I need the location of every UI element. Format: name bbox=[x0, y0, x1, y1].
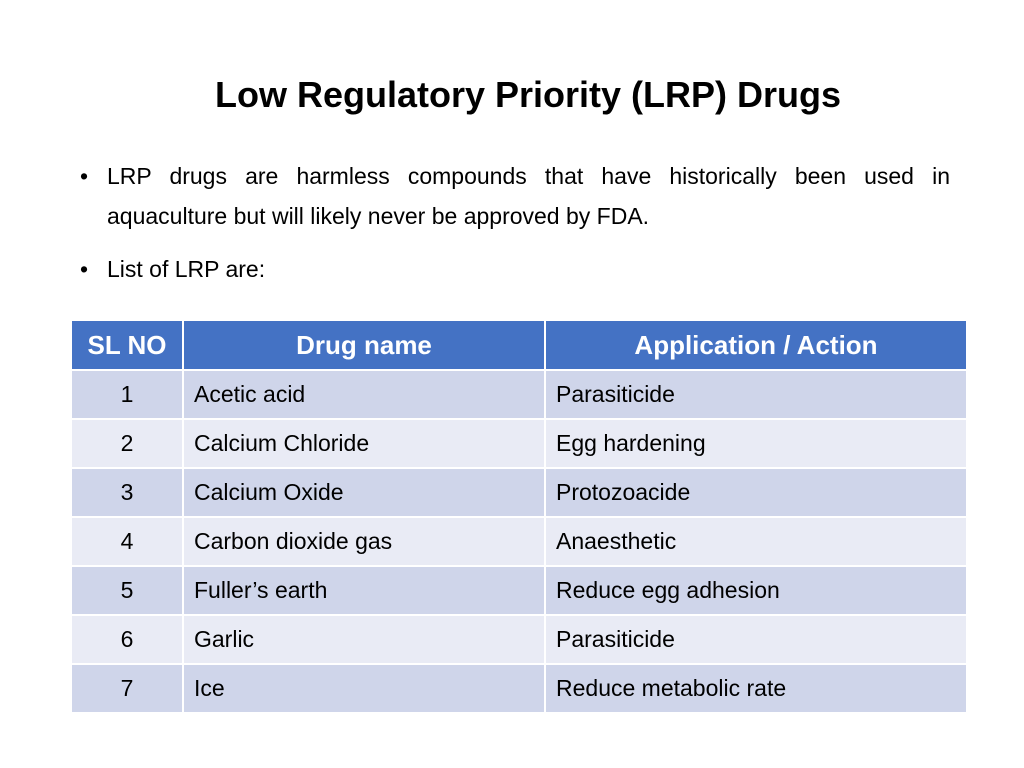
table-row bbox=[71, 370, 967, 419]
table-row bbox=[71, 566, 967, 615]
bullet-item-list-intro bbox=[80, 249, 950, 289]
cell-application: Reduce egg adhesion bbox=[545, 566, 967, 615]
table-row bbox=[71, 517, 967, 566]
lrp-drug-table bbox=[70, 319, 968, 714]
cell-drug-name: Ice bbox=[183, 664, 545, 713]
table-row bbox=[71, 468, 967, 517]
header-drug-name: Drug name bbox=[183, 320, 545, 370]
cell-drug-name: Acetic acid bbox=[183, 370, 545, 419]
cell-sl-no: 3 bbox=[71, 468, 183, 517]
table-header-row bbox=[71, 320, 967, 370]
bullet-list bbox=[80, 156, 950, 289]
cell-application: Egg hardening bbox=[545, 419, 967, 468]
cell-sl-no: 4 bbox=[71, 517, 183, 566]
cell-sl-no: 6 bbox=[71, 615, 183, 664]
cell-drug-name: Calcium Oxide bbox=[183, 468, 545, 517]
bullet-text: LRP drugs are harmless compounds that have historically been used in aquaculture but will likely never be approved by FDA. bbox=[107, 163, 950, 229]
cell-application: Anaesthetic bbox=[545, 517, 967, 566]
cell-application: Parasiticide bbox=[545, 370, 967, 419]
header-sl-no: SL NO bbox=[71, 320, 183, 370]
bullet-marker: • bbox=[80, 163, 89, 189]
bullet-text: List of LRP are: bbox=[107, 256, 266, 282]
slide-title: Low Regulatory Priority (LRP) Drugs bbox=[214, 74, 842, 115]
bullet-item-definition bbox=[80, 156, 950, 236]
table-row bbox=[71, 615, 967, 664]
cell-drug-name: Carbon dioxide gas bbox=[183, 517, 545, 566]
cell-sl-no: 5 bbox=[71, 566, 183, 615]
cell-application: Reduce metabolic rate bbox=[545, 664, 967, 713]
table-row bbox=[71, 664, 967, 713]
cell-sl-no: 7 bbox=[71, 664, 183, 713]
cell-drug-name: Fuller’s earth bbox=[183, 566, 545, 615]
cell-sl-no: 1 bbox=[71, 370, 183, 419]
cell-sl-no: 2 bbox=[71, 419, 183, 468]
cell-application: Protozoacide bbox=[545, 468, 967, 517]
bullet-marker: • bbox=[80, 256, 89, 282]
cell-drug-name: Calcium Chloride bbox=[183, 419, 545, 468]
cell-application: Parasiticide bbox=[545, 615, 967, 664]
table-row bbox=[71, 419, 967, 468]
header-application-action: Application / Action bbox=[545, 320, 967, 370]
cell-drug-name: Garlic bbox=[183, 615, 545, 664]
